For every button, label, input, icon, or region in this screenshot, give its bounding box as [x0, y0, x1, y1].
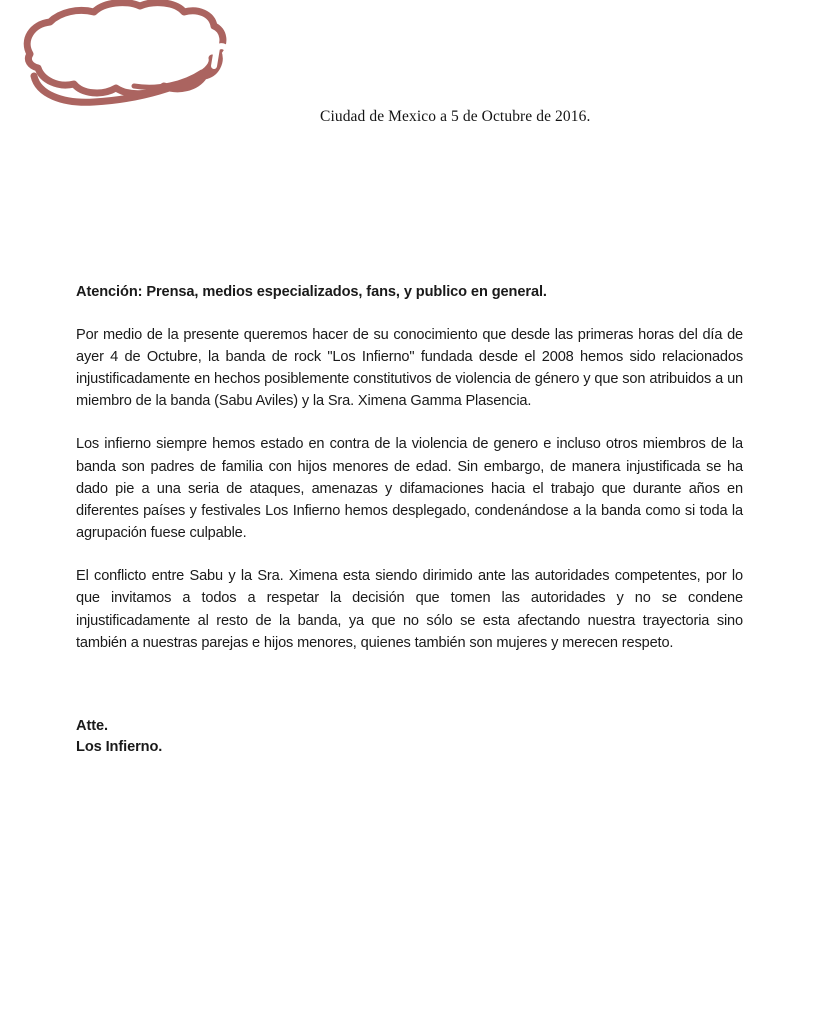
letter-body [76, 283, 743, 654]
date-line: Ciudad de Mexico a 5 de Octubre de 2016. [320, 108, 591, 125]
paragraph-2: Los infierno siempre hemos estado en contra de la violencia de genero e incluso otros miembros de la banda son padres de familia con hijos menores de edad. Sin embargo, de manera injustificada se ha dado pie a una seria de ataques, amenazas y difamaciones hacia el trabajo que durante años en diferentes países y festivales Los Infierno hemos desplegado, condenándose a la banda como si toda la agrupación fuese culpable. [76, 436, 743, 542]
signature-block [76, 716, 162, 758]
logo-icon [8, 0, 308, 108]
paragraph-3: El conflicto entre Sabu y la Sra. Ximena esta siendo dirimido ante las autoridades competentes, por lo que invitamos a todos a respetar la decisión que tomen las autoridades y no se condene injustificadamente al resto de la banda, ya que no sólo se esta afectando nuestra trayectoria sino también a nuestras parejas e hijos menores, quienes también son mujeres y merecen respeto. [76, 568, 743, 651]
signature-closing: Atte. [76, 718, 108, 734]
attention-line: Atención: Prensa, medios especializados, fans, y publico en general. [76, 284, 547, 300]
paragraph-1: Por medio de la presente queremos hacer de su conocimiento que desde las primeras horas del día de ayer 4 de Octubre, la banda de rock "Los Infierno" fundada desde el 2008 hemos sido relacionados injustificadamente en hechos posiblemente constitutivos de violencia de género y que son atribuidos a un miembro de la banda (Sabu Aviles) y la Sra. Ximena Gamma Plasencia. [76, 326, 743, 410]
los-infierno-logo [8, 0, 308, 108]
signature-signer: Los Infierno. [76, 739, 163, 756]
